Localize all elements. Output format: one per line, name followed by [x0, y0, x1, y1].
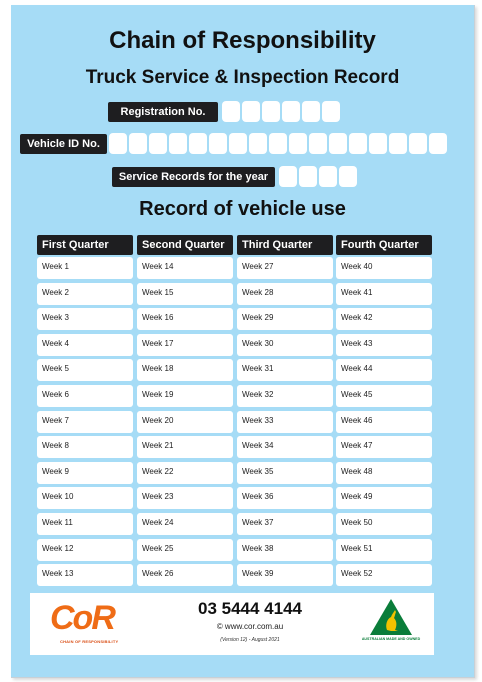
- registration-digit-box[interactable]: [282, 101, 300, 122]
- week-cell[interactable]: Week 30: [237, 334, 333, 356]
- week-cell[interactable]: Week 18: [137, 359, 233, 381]
- cor-logo-text: CoR: [50, 599, 114, 637]
- quarter-header: Fourth Quarter: [336, 235, 432, 255]
- vehicle-id-digit-box[interactable]: [269, 133, 287, 154]
- week-cell[interactable]: Week 8: [37, 436, 133, 458]
- week-cell[interactable]: Week 44: [336, 359, 432, 381]
- week-cell[interactable]: Week 21: [137, 436, 233, 458]
- australian-made-badge: [360, 597, 422, 651]
- week-cell[interactable]: Week 46: [336, 411, 432, 433]
- vehicle-id-digit-box[interactable]: [429, 133, 447, 154]
- australian-made-text: AUSTRALIAN MADE AND OWNED: [361, 637, 421, 641]
- service-year-digit-box[interactable]: [299, 166, 317, 187]
- vehicle-id-digit-box[interactable]: [289, 133, 307, 154]
- week-cell[interactable]: Week 52: [336, 564, 432, 586]
- week-cell[interactable]: Week 35: [237, 462, 333, 484]
- kangaroo-triangle-icon: [360, 597, 422, 637]
- cor-logo: [50, 599, 140, 647]
- service-year-digit-box[interactable]: [339, 166, 357, 187]
- week-cell[interactable]: Week 45: [336, 385, 432, 407]
- week-cell[interactable]: Week 51: [336, 539, 432, 561]
- week-cell[interactable]: Week 12: [37, 539, 133, 561]
- website: © www.cor.com.au: [216, 622, 284, 631]
- week-cell[interactable]: Week 19: [137, 385, 233, 407]
- vehicle-id-digit-box[interactable]: [129, 133, 147, 154]
- vehicle-id-digit-box[interactable]: [369, 133, 387, 154]
- vehicle-id-label: Vehicle ID No.: [20, 134, 107, 154]
- week-cell[interactable]: Week 32: [237, 385, 333, 407]
- week-cell[interactable]: Week 1: [37, 257, 133, 279]
- week-cell[interactable]: Week 29: [237, 308, 333, 330]
- week-cell[interactable]: Week 23: [137, 487, 233, 509]
- phone-number: 03 5444 4144: [198, 599, 302, 618]
- week-cell[interactable]: Week 6: [37, 385, 133, 407]
- page-title: Chain of Responsibility: [109, 27, 376, 54]
- quarter-header: Second Quarter: [137, 235, 233, 255]
- vehicle-id-digit-box[interactable]: [229, 133, 247, 154]
- week-cell[interactable]: Week 42: [336, 308, 432, 330]
- week-cell[interactable]: Week 31: [237, 359, 333, 381]
- vehicle-id-digit-box[interactable]: [329, 133, 347, 154]
- vehicle-id-digit-box[interactable]: [169, 133, 187, 154]
- section-title: Record of vehicle use: [139, 198, 346, 220]
- week-cell[interactable]: Week 38: [237, 539, 333, 561]
- week-cell[interactable]: Week 3: [37, 308, 133, 330]
- service-year-digit-box[interactable]: [319, 166, 337, 187]
- week-cell[interactable]: Week 28: [237, 283, 333, 305]
- week-cell[interactable]: Week 36: [237, 487, 333, 509]
- week-cell[interactable]: Week 24: [137, 513, 233, 535]
- week-cell[interactable]: Week 43: [336, 334, 432, 356]
- registration-digit-box[interactable]: [262, 101, 280, 122]
- week-cell[interactable]: Week 27: [237, 257, 333, 279]
- week-cell[interactable]: Week 2: [37, 283, 133, 305]
- registration-digit-box[interactable]: [302, 101, 320, 122]
- week-cell[interactable]: Week 47: [336, 436, 432, 458]
- vehicle-id-digit-box[interactable]: [109, 133, 127, 154]
- week-cell[interactable]: Week 40: [336, 257, 432, 279]
- vehicle-id-digit-box[interactable]: [349, 133, 367, 154]
- week-cell[interactable]: Week 50: [336, 513, 432, 535]
- week-cell[interactable]: Week 13: [37, 564, 133, 586]
- cor-logo-subtext: CHAIN OF RESPONSIBILITY: [60, 639, 119, 644]
- quarter-header: Third Quarter: [237, 235, 333, 255]
- vehicle-id-digit-box[interactable]: [309, 133, 327, 154]
- week-cell[interactable]: Week 41: [336, 283, 432, 305]
- week-cell[interactable]: Week 7: [37, 411, 133, 433]
- service-year-digit-box[interactable]: [279, 166, 297, 187]
- registration-digit-box[interactable]: [322, 101, 340, 122]
- week-cell[interactable]: Week 25: [137, 539, 233, 561]
- form-page: [11, 5, 475, 678]
- vehicle-id-digit-box[interactable]: [409, 133, 427, 154]
- week-cell[interactable]: Week 34: [237, 436, 333, 458]
- week-cell[interactable]: Week 33: [237, 411, 333, 433]
- week-cell[interactable]: Week 22: [137, 462, 233, 484]
- week-cell[interactable]: Week 20: [137, 411, 233, 433]
- page-subtitle: Truck Service & Inspection Record: [85, 67, 400, 88]
- week-cell[interactable]: Week 17: [137, 334, 233, 356]
- version-text: (Version 12) - August 2021: [220, 637, 280, 643]
- week-cell[interactable]: Week 39: [237, 564, 333, 586]
- week-cell[interactable]: Week 14: [137, 257, 233, 279]
- week-cell[interactable]: Week 37: [237, 513, 333, 535]
- week-cell[interactable]: Week 9: [37, 462, 133, 484]
- vehicle-id-digit-box[interactable]: [389, 133, 407, 154]
- vehicle-id-digit-box[interactable]: [149, 133, 167, 154]
- service-year-label: Service Records for the year: [112, 167, 275, 187]
- footer: [30, 593, 434, 655]
- vehicle-id-digit-box[interactable]: [249, 133, 267, 154]
- week-cell[interactable]: Week 4: [37, 334, 133, 356]
- week-cell[interactable]: Week 49: [336, 487, 432, 509]
- vehicle-id-digit-box[interactable]: [209, 133, 227, 154]
- week-cell[interactable]: Week 26: [137, 564, 233, 586]
- vehicle-id-digit-box[interactable]: [189, 133, 207, 154]
- quarter-header: First Quarter: [37, 235, 133, 255]
- week-cell[interactable]: Week 5: [37, 359, 133, 381]
- week-cell[interactable]: Week 15: [137, 283, 233, 305]
- week-cell[interactable]: Week 10: [37, 487, 133, 509]
- registration-digit-box[interactable]: [222, 101, 240, 122]
- registration-label: Registration No.: [108, 102, 218, 122]
- week-cell[interactable]: Week 11: [37, 513, 133, 535]
- week-cell[interactable]: Week 16: [137, 308, 233, 330]
- week-cell[interactable]: Week 48: [336, 462, 432, 484]
- registration-digit-box[interactable]: [242, 101, 260, 122]
